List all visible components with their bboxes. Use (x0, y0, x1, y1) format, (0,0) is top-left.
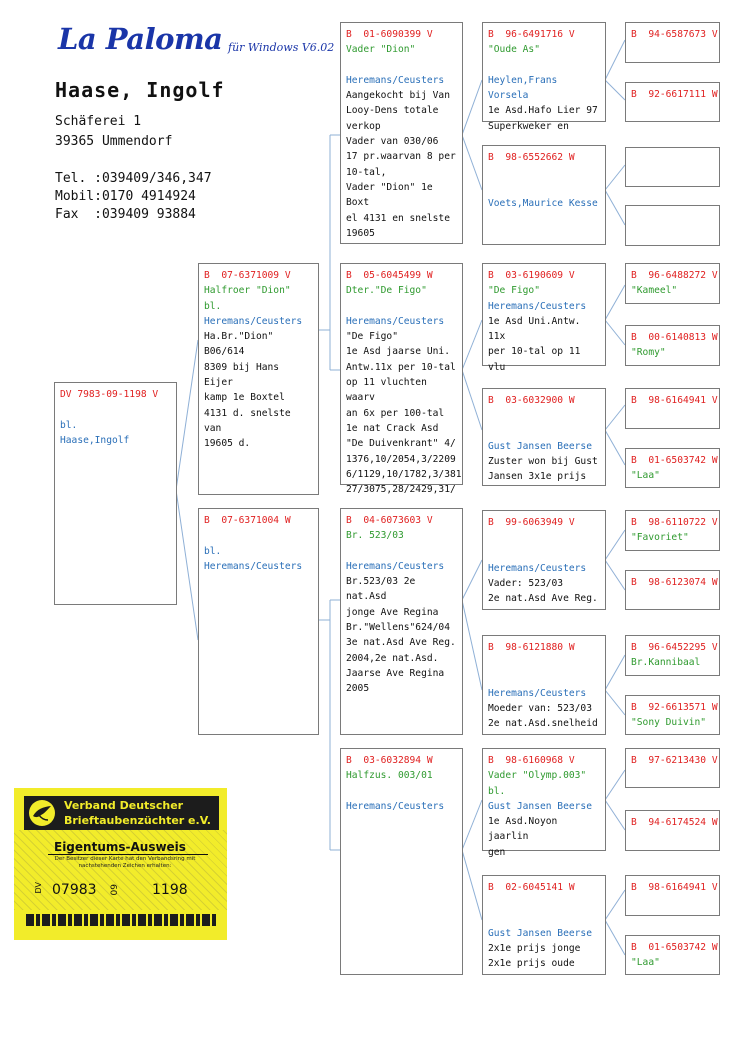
divider (48, 854, 208, 855)
owner-mobile: Mobil:0170 4914924 (55, 189, 196, 204)
card-title: Eigentums-Ausweis (54, 840, 186, 854)
note-line: an 6x per 100-tal (346, 407, 445, 419)
owner-city: 39365 Ummendorf (55, 134, 173, 149)
country-code: DV (34, 882, 43, 894)
gggp-card-8 (625, 448, 720, 488)
note-line: "De Figo" (346, 331, 398, 343)
ring-number: B 07-6371009 V (204, 270, 291, 281)
org-name-line1: Verband Deutscher (64, 799, 184, 812)
note-line: 1e Asd jaarse Uni. (346, 346, 450, 358)
club-number: 07983 (52, 882, 97, 898)
owner-contact (55, 170, 212, 224)
ring-number: B 96-6491716 V (488, 29, 575, 40)
ring-number: B 98-6110722 V (631, 517, 718, 528)
dove-logo-icon (28, 799, 56, 827)
granddam-paternal-card (340, 263, 463, 496)
ggp-dss-card (482, 510, 606, 610)
ring-number: B 03-6032894 W (346, 755, 433, 766)
pigeon-name: Br.Kannibaal (631, 657, 701, 669)
gggp-card-7 (625, 388, 720, 429)
breeder: Heremans/Ceusters (346, 74, 445, 86)
ring-number: B 01-6090399 V (346, 29, 433, 40)
note-line: Moeder van: 523/03 (488, 703, 592, 715)
ring-number: B 96-6488272 V (631, 270, 718, 281)
ring-number: B 98-6160968 V (488, 755, 575, 766)
pigeon-name: "Favoriet" (631, 532, 689, 544)
note-line: 2x1e prijs jonge (488, 943, 581, 955)
breeder: Haase,Ingolf (60, 434, 130, 446)
ggp-dds-card (482, 748, 606, 858)
note-line: Jaarse Ave Regina (346, 667, 445, 679)
ring-number: B 98-6164941 V (631, 395, 718, 406)
logo-subtitle: für Windows V6.02 (228, 41, 335, 54)
ring-number: B 98-6164941 V (631, 882, 718, 893)
note-line: 1e nat Crack Asd (346, 422, 439, 434)
grandsire-paternal-card (340, 22, 463, 244)
ggp-dsd-card (482, 635, 606, 735)
owner-tel: Tel. :039409/346,347 (55, 171, 212, 186)
ring-number: B 97-6213430 V (631, 755, 718, 766)
note-line: Br."Wellens"624/04 (346, 622, 450, 634)
ring-number: B 02-6045141 W (488, 882, 575, 893)
decorative-stripe (26, 914, 218, 926)
org-name-line2: Brieftaubenzüchter e.V. (64, 814, 211, 827)
breeder: Heremans/Ceusters (346, 800, 445, 812)
breeder: Gust Jansen Beerse (488, 800, 592, 812)
note-line: 27/3075,28/2429,31/ (346, 484, 456, 496)
gggp-card-14 (625, 810, 720, 851)
note-line: 2004,2e nat.Asd. (346, 652, 439, 664)
note-line: 1376,10/2054,3/2209 (346, 453, 456, 465)
pigeon-name: "Oude As" (488, 44, 540, 56)
note-line: Br.523/03 2e nat.Asd (346, 576, 416, 603)
ring-number: B 04-6073603 V (346, 515, 433, 526)
ggp-sdd-card (482, 388, 606, 486)
sire-card (198, 263, 319, 495)
pigeon-name: Br. 523/03 (346, 530, 404, 542)
note-line: Jansen 3x1e prijs (488, 471, 587, 483)
app-logo (58, 22, 348, 72)
ring-number: B 07-6371004 W (204, 515, 291, 526)
note-line: 8309 bij Hans Eijer (204, 361, 280, 389)
note-line: op 11 vluchten waarv (346, 377, 427, 404)
gggp-card-13 (625, 748, 720, 788)
note-line: Ha.Br."Dion" B06/614 (204, 331, 274, 358)
gggp-card-10 (625, 570, 720, 610)
breeder: Voets,Maurice Kesse (488, 197, 598, 209)
note-line: 2e nat.Asd.snelheid (488, 718, 598, 730)
note-line: 19605 d. (204, 438, 251, 450)
pigeon-name: Halfzus. 003/01 (346, 770, 433, 782)
breeder: Heremans/Ceusters (204, 560, 303, 572)
breeder: Heremans/Ceusters (488, 687, 587, 699)
gggp-card-12 (625, 695, 720, 735)
gggp-card-11 (625, 635, 720, 676)
gggp-card-16 (625, 935, 720, 975)
serial-number: 1198 (152, 882, 188, 898)
note-line: el 4131 en snelste (346, 212, 450, 224)
note-line: per 10-tal op 11 vlu (488, 346, 581, 373)
grandsire-maternal-card (340, 508, 463, 735)
ownership-card (14, 788, 227, 940)
note-line: Looy-Dens totale (346, 105, 439, 117)
breeder: Gust Jansen Beerse (488, 927, 592, 939)
color: bl. (204, 545, 222, 557)
breeder: Gust Jansen Beerse (488, 440, 592, 452)
ring-number: B 01-6503742 W (631, 942, 718, 953)
note-line: verkop (346, 120, 381, 132)
note-line: "De Duivenkrant" 4/ (346, 438, 456, 450)
ring-number: B 98-6123074 W (631, 577, 718, 588)
color: bl. (488, 785, 506, 797)
pigeon-name: Dter."De Figo" (346, 285, 427, 297)
ring-number: B 96-6452295 V (631, 642, 718, 653)
gggp-card-5 (625, 263, 720, 304)
breeder: Heremans/Ceusters (204, 315, 303, 327)
ggp-ddd-card (482, 875, 606, 975)
breeder: Heremans/Ceusters (346, 560, 445, 572)
ring-number: B 99-6063949 V (488, 517, 575, 528)
subject-pigeon-card (54, 382, 177, 605)
pigeon-name: "Kameel" (631, 285, 678, 297)
pigeon-name: "Sony Duivin" (631, 717, 707, 729)
pigeon-name: "De Figo" (488, 285, 540, 297)
gggp-card-3 (625, 147, 720, 187)
granddam-maternal-card (340, 748, 463, 975)
ring-number: B 92-6617111 W (631, 89, 718, 100)
breeder: Heremans/Ceusters (488, 562, 587, 574)
note-line: 1e Asd.Noyon jaarlin (488, 816, 558, 843)
note-line: 2e nat.Asd Ave Reg. (488, 593, 598, 605)
card-note: Der Besitzer dieser Karte hat den Verbandsring mit nachstehenden Zeichen erhalten: (54, 856, 196, 869)
note-line: 6/1129,10/1782,3/381 (346, 468, 462, 480)
ring-number: B 00-6140813 W (631, 332, 718, 343)
breeder: Heremans/Ceusters (346, 315, 445, 327)
owner-street: Schäferei 1 (55, 114, 142, 129)
note-line: 1e Asd Uni.Antw. 11x (488, 315, 581, 343)
card-header (24, 796, 219, 830)
ggp-sds-card (482, 263, 606, 373)
note-line: Aangekocht bij Van (346, 90, 450, 102)
pigeon-name: "Laa" (631, 470, 660, 482)
note-line: 1e Asd.Hafo Lier 97 (488, 105, 598, 117)
gggp-card-1 (625, 22, 720, 63)
ring-number: DV 7983-09-1198 V (60, 389, 159, 400)
note-line: 4131 d. snelste van (204, 407, 291, 434)
note-line: gen (488, 846, 506, 858)
ring-number: B 98-6552662 W (488, 152, 575, 163)
note-line: Vader van 030/06 (346, 136, 439, 148)
ring-number: B 05-6045499 W (346, 270, 433, 281)
note-line: 3e nat.Asd Ave Reg. (346, 637, 456, 649)
note-line: 19605 (346, 227, 375, 239)
note-line: Vader "Dion" 1e Boxt (346, 181, 433, 209)
pigeon-name: "Laa" (631, 957, 660, 969)
gggp-card-4 (625, 205, 720, 246)
ring-number: B 94-6174524 W (631, 817, 718, 828)
pigeon-name: "Romy" (631, 347, 666, 359)
ring-number: B 03-6032900 W (488, 395, 575, 406)
color: bl. (204, 300, 222, 312)
gggp-card-6 (625, 325, 720, 366)
color: bl. (60, 419, 78, 431)
ggp-sss-card (482, 22, 606, 132)
gggp-card-15 (625, 875, 720, 916)
pigeon-name: Vader "Dion" (346, 44, 416, 56)
note-line: 2x1e prijs oude (488, 958, 575, 970)
ring-number: B 92-6613571 W (631, 702, 718, 713)
note-line: 17 pr.waarvan 8 per (346, 151, 456, 163)
note-line: Superkweker en (488, 120, 569, 132)
ggp-ssd-card (482, 145, 606, 245)
note-line: Zuster won bij Gust (488, 456, 598, 468)
ring-number: B 94-6587673 V (631, 29, 718, 40)
note-line: kamp 1e Boxtel (204, 392, 285, 404)
dam-card (198, 508, 319, 735)
gggp-card-9 (625, 510, 720, 551)
breeder: Heylen,Frans Vorsela (488, 74, 558, 102)
note-line: 2005 (346, 683, 370, 695)
logo-title: La Paloma (58, 22, 223, 56)
gggp-card-2 (625, 82, 720, 122)
pigeon-name: Halfroer "Dion" (204, 285, 291, 297)
owner-fax: Fax :039409 93884 (55, 207, 196, 222)
pigeon-name: Vader "Olymp.003" (488, 770, 587, 782)
ring-number: B 98-6121880 W (488, 642, 575, 653)
ring-number: B 03-6190609 V (488, 270, 575, 281)
year-code: 09 (110, 884, 120, 896)
breeder: Heremans/Ceusters (488, 300, 587, 312)
note-line: Vader: 523/03 (488, 578, 564, 590)
note-line: Antw.11x per 10-tal (346, 361, 456, 373)
owner-name: Haase, Ingolf (55, 78, 225, 102)
note-line: jonge Ave Regina (346, 606, 439, 618)
ring-number: B 01-6503742 W (631, 455, 718, 466)
note-line: 10-tal, (346, 166, 387, 178)
